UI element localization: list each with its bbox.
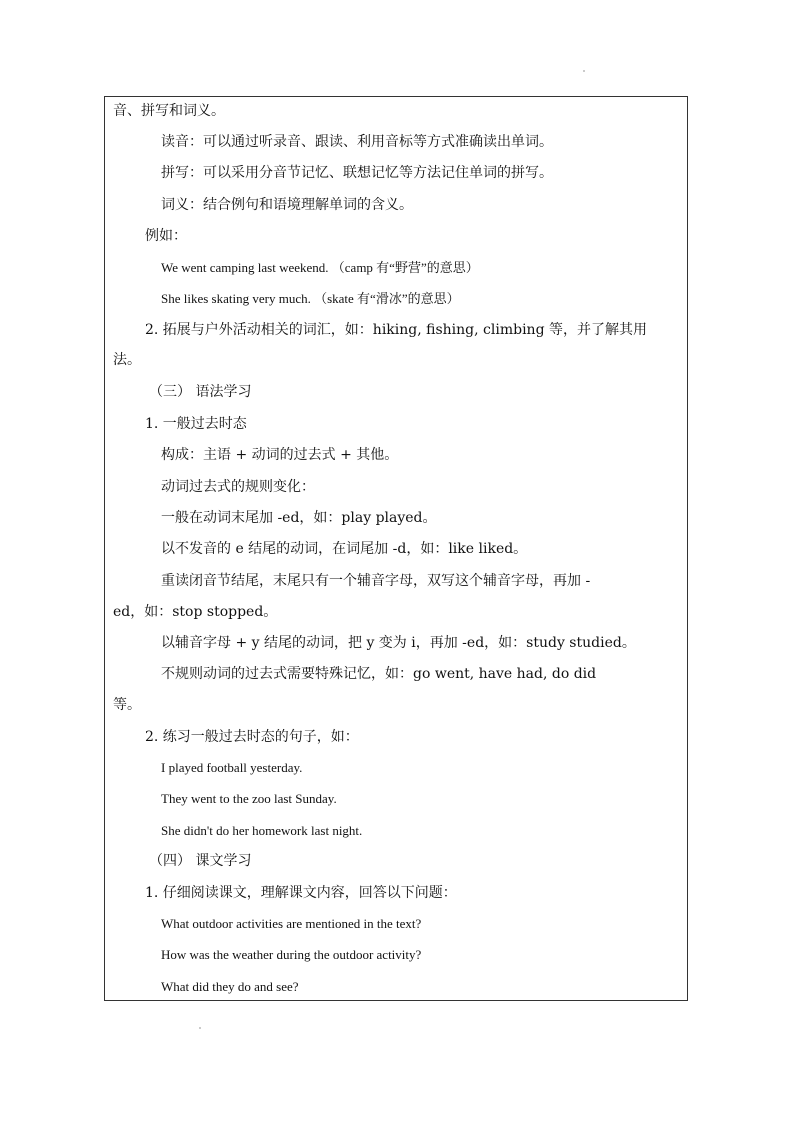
corner-mark-top (583, 70, 585, 72)
text-line: 2. 拓展与户外活动相关的词汇，如：hiking, fishing, climbing 等，并了解其用 (145, 322, 647, 338)
example-sentence: They went to the zoo last Sunday. (161, 791, 337, 806)
text-line: 读音：可以通过听录音、跟读、利用音标等方式准确读出单词。 (161, 134, 553, 150)
example-sentence: I played football yesterday. (161, 760, 303, 775)
corner-mark-bottom (199, 1027, 201, 1029)
text-line: ed，如：stop stopped。 (113, 604, 278, 620)
question-line: How was the weather during the outdoor activity? (161, 947, 422, 962)
text-line: 词义：结合例句和语境理解单词的含义。 (161, 197, 413, 213)
example-sentence: We went camping last weekend. （camp 有“野营”的意思） (161, 260, 479, 275)
text-line: 音、拼写和词义。 (113, 103, 225, 119)
text-line: 例如： (145, 228, 187, 244)
text-line: 重读闭音节结尾，末尾只有一个辅音字母，双写这个辅音字母，再加 - (161, 573, 591, 589)
text-line: 一般在动词末尾加 -ed，如：play played。 (161, 510, 437, 526)
example-sentence: She didn't do her homework last night. (161, 823, 363, 838)
text-line: 1. 一般过去时态 (145, 416, 247, 432)
text-line: 法。 (113, 352, 141, 368)
text-line: 2. 练习一般过去时态的句子，如： (145, 729, 359, 745)
question-line: What did they do and see? (161, 979, 299, 994)
section-heading: （四） 课文学习 (149, 853, 252, 869)
example-sentence: She likes skating very much. （skate 有“滑冰”的意思） (161, 291, 460, 306)
text-line: 以不发音的 e 结尾的动词，在词尾加 -d，如：like liked。 (161, 541, 528, 557)
text-line: 拼写：可以采用分音节记忆、联想记忆等方法记住单词的拼写。 (161, 165, 553, 181)
question-line: What outdoor activities are mentioned in the text? (161, 916, 422, 931)
text-line: 等。 (113, 697, 141, 713)
content-table-cell (104, 96, 688, 1001)
text-line: 动词过去式的规则变化： (161, 479, 315, 495)
text-line: 以辅音字母 + y 结尾的动词，把 y 变为 i，再加 -ed，如：study studied。 (161, 635, 636, 651)
text-line: 1. 仔细阅读课文，理解课文内容，回答以下问题： (145, 885, 457, 901)
section-heading: （三） 语法学习 (149, 384, 252, 400)
text-line: 构成：主语 + 动词的过去式 + 其他。 (161, 447, 399, 463)
text-line: 不规则动词的过去式需要特殊记忆，如：go went, have had, do did (161, 666, 597, 682)
